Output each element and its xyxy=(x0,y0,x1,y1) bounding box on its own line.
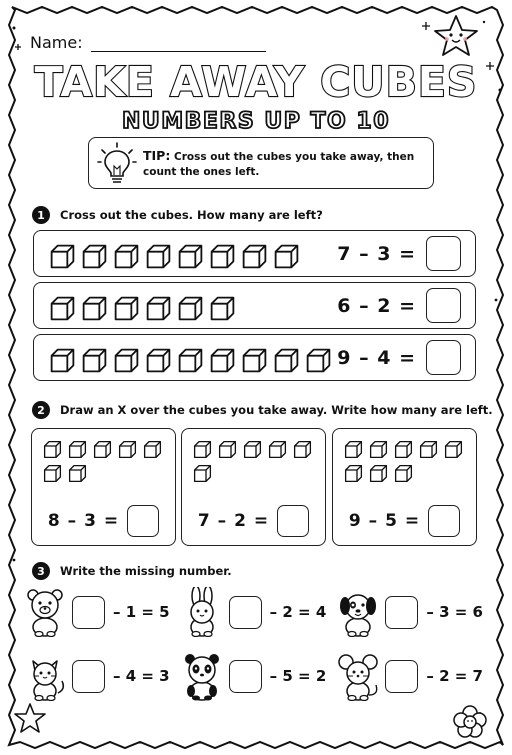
equation-text: – 2 = 7 xyxy=(426,667,483,685)
missing-number-problem xyxy=(181,651,338,701)
name-line[interactable] xyxy=(91,36,266,52)
answer-box[interactable] xyxy=(229,660,262,693)
missing-number-problem xyxy=(181,587,338,637)
page-title xyxy=(0,52,512,112)
equation-text: 7 – 3 = xyxy=(337,242,416,265)
subtraction-row xyxy=(33,334,476,381)
missing-number-problem xyxy=(24,587,181,637)
answer-box[interactable] xyxy=(426,340,461,375)
cube-group xyxy=(48,294,237,323)
cube-icon[interactable] xyxy=(267,439,288,460)
mouse-icon xyxy=(337,651,379,701)
section-3-instruction: Write the missing number. xyxy=(60,564,232,578)
tip-box xyxy=(88,137,434,189)
answer-box[interactable] xyxy=(426,236,461,271)
cube-icon[interactable] xyxy=(192,463,213,484)
cube-icon[interactable] xyxy=(208,242,237,271)
cube-icon[interactable] xyxy=(92,439,113,460)
equation-text: – 4 = 3 xyxy=(113,667,170,685)
cube-icon[interactable] xyxy=(240,242,269,271)
equation-text: 9 – 4 = xyxy=(337,346,416,369)
subtitle-text: NUMBERS UP TO 10 xyxy=(121,109,391,134)
cube-icon[interactable] xyxy=(217,439,238,460)
answer-box[interactable] xyxy=(428,505,460,537)
star-bottom-left-icon xyxy=(15,704,45,732)
missing-number-row xyxy=(24,584,494,640)
name-field[interactable] xyxy=(30,33,266,52)
bunny-icon xyxy=(181,587,223,637)
panda-icon xyxy=(181,651,223,701)
cube-icon[interactable] xyxy=(42,463,63,484)
cube-icon[interactable] xyxy=(242,439,263,460)
cube-icon[interactable] xyxy=(443,439,464,460)
cube-icon[interactable] xyxy=(112,346,141,375)
puppy-icon xyxy=(337,587,379,637)
cube-icon[interactable] xyxy=(393,439,414,460)
cube-icon[interactable] xyxy=(67,439,88,460)
cube-icon[interactable] xyxy=(272,242,301,271)
section-3-header xyxy=(32,562,232,580)
cube-icon[interactable] xyxy=(176,242,205,271)
cube-icon[interactable] xyxy=(80,346,109,375)
cube-group xyxy=(343,439,469,484)
section-2-number: 2 xyxy=(32,401,50,419)
name-label: Name: xyxy=(30,33,83,52)
page-subtitle xyxy=(0,104,512,136)
cube-icon[interactable] xyxy=(112,242,141,271)
cube-icon[interactable] xyxy=(393,463,414,484)
subtraction-row xyxy=(33,282,476,329)
cat-icon xyxy=(24,651,66,701)
cube-icon[interactable] xyxy=(343,463,364,484)
tip-label: TIP: xyxy=(143,148,171,163)
equation-text: – 3 = 6 xyxy=(426,603,483,621)
lightbulb-icon xyxy=(97,142,137,186)
cube-icon[interactable] xyxy=(142,439,163,460)
cube-icon[interactable] xyxy=(42,439,63,460)
cube-icon[interactable] xyxy=(80,294,109,323)
subtraction-card xyxy=(181,428,326,546)
cube-icon[interactable] xyxy=(208,346,237,375)
section-2-header xyxy=(32,401,493,419)
cube-icon[interactable] xyxy=(112,294,141,323)
answer-box[interactable] xyxy=(385,660,418,693)
cube-icon[interactable] xyxy=(80,242,109,271)
answer-box[interactable] xyxy=(127,505,159,537)
cube-icon[interactable] xyxy=(304,346,333,375)
cube-icon[interactable] xyxy=(144,242,173,271)
title-text: TAKE AWAY CUBES xyxy=(34,58,478,106)
cube-icon[interactable] xyxy=(176,346,205,375)
cube-group xyxy=(48,242,301,271)
section-1-header xyxy=(32,206,323,224)
cube-icon[interactable] xyxy=(368,463,389,484)
cube-icon[interactable] xyxy=(48,346,77,375)
tip-body: Cross out the cubes you take away, then count the ones left. xyxy=(143,151,415,178)
cube-icon[interactable] xyxy=(176,294,205,323)
tip-text xyxy=(143,148,425,180)
cube-icon[interactable] xyxy=(117,439,138,460)
answer-box[interactable] xyxy=(385,596,418,629)
cube-icon[interactable] xyxy=(272,346,301,375)
cube-icon[interactable] xyxy=(368,439,389,460)
answer-box[interactable] xyxy=(426,288,461,323)
missing-number-row xyxy=(24,648,494,704)
equation-text: 8 – 3 = xyxy=(47,511,120,531)
cube-icon[interactable] xyxy=(208,294,237,323)
cube-icon[interactable] xyxy=(48,294,77,323)
equation-text: 9 – 5 = xyxy=(348,511,421,531)
equation-text: 6 – 2 = xyxy=(337,294,416,317)
cube-icon[interactable] xyxy=(144,294,173,323)
answer-box[interactable] xyxy=(72,660,105,693)
equation-text: – 2 = 4 xyxy=(269,603,327,621)
cube-icon[interactable] xyxy=(418,439,439,460)
cube-icon[interactable] xyxy=(292,439,313,460)
subtraction-row xyxy=(33,230,476,277)
cube-group xyxy=(42,439,168,484)
section-1-instruction: Cross out the cubes. How many are left? xyxy=(60,208,323,222)
answer-box[interactable] xyxy=(72,596,105,629)
cube-icon[interactable] xyxy=(192,439,213,460)
section-3-number: 3 xyxy=(32,562,50,580)
section-2-instruction: Draw an X over the cubes you take away. Write how many are left. xyxy=(60,403,493,417)
missing-number-problem xyxy=(24,651,181,701)
cube-group xyxy=(48,346,333,375)
answer-box[interactable] xyxy=(277,505,309,537)
equation-text: – 5 = 2 xyxy=(269,667,327,685)
cube-icon[interactable] xyxy=(67,463,88,484)
flower-bottom-right-icon xyxy=(454,706,486,737)
cube-icon[interactable] xyxy=(144,346,173,375)
missing-number-problem xyxy=(337,587,494,637)
missing-number-problem xyxy=(337,651,494,701)
equation-text: – 1 = 5 xyxy=(113,603,170,621)
bear-icon xyxy=(24,587,66,637)
answer-box[interactable] xyxy=(229,596,262,629)
section-1-number: 1 xyxy=(32,206,50,224)
subtraction-card xyxy=(31,428,176,546)
equation-text: 7 – 2 = xyxy=(197,511,270,531)
cube-icon[interactable] xyxy=(343,439,364,460)
cube-group xyxy=(192,439,318,484)
star-top-right-icon xyxy=(435,16,477,55)
cube-icon[interactable] xyxy=(48,242,77,271)
cube-icon[interactable] xyxy=(240,346,269,375)
subtraction-card xyxy=(332,428,477,546)
